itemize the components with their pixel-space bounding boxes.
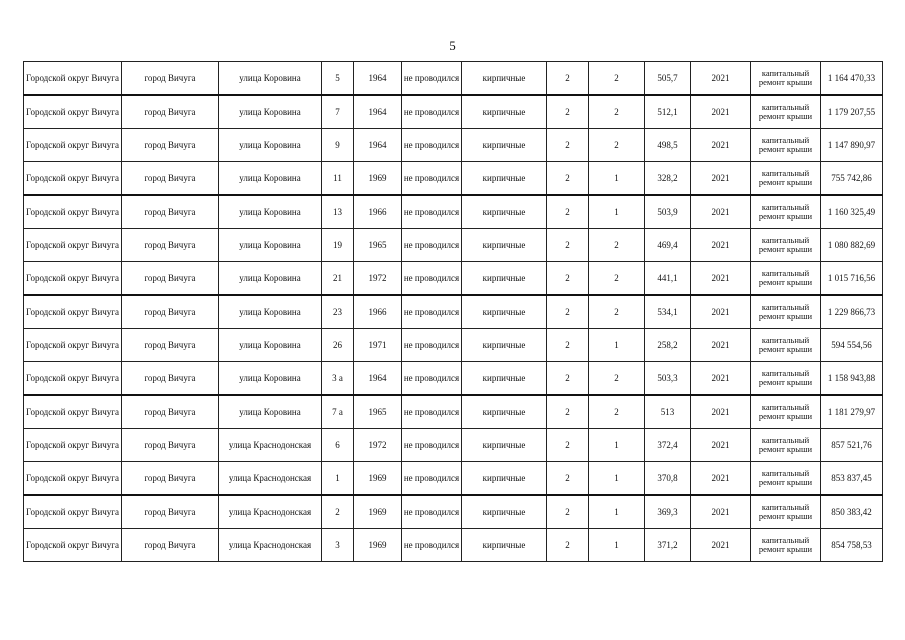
cell-district: Городской округ Вичуга — [24, 329, 122, 362]
cell-city: город Вичуга — [122, 295, 219, 329]
cell-district: Городской округ Вичуга — [24, 295, 122, 329]
table-row — [24, 195, 883, 229]
cell-entrances: 1 — [589, 495, 645, 529]
cell-area: 498,5 — [645, 129, 691, 162]
cell-floors: 2 — [547, 495, 589, 529]
cell-plan-year: 2021 — [691, 129, 751, 162]
cell-street: улица Коровина — [219, 262, 322, 296]
cell-city: город Вичуга — [122, 362, 219, 396]
cell-floors: 2 — [547, 229, 589, 262]
cell-walls: кирпичные — [462, 95, 547, 129]
cell-street: улица Коровина — [219, 129, 322, 162]
cell-street: улица Коровина — [219, 95, 322, 129]
cell-plan-year: 2021 — [691, 462, 751, 496]
cell-city: город Вичуга — [122, 395, 219, 429]
cell-work: капитальный ремонт крыши — [751, 462, 821, 496]
cell-year: 1969 — [354, 162, 402, 196]
table-row — [24, 329, 883, 362]
cell-walls: кирпичные — [462, 329, 547, 362]
cell-area: 369,3 — [645, 495, 691, 529]
cell-work: капитальный ремонт крыши — [751, 129, 821, 162]
cell-street: улица Краснодонская — [219, 429, 322, 462]
cell-plan-year: 2021 — [691, 62, 751, 96]
cell-district: Городской округ Вичуга — [24, 362, 122, 396]
cell-cost: 850 383,42 — [821, 495, 883, 529]
cell-area: 372,4 — [645, 429, 691, 462]
cell-house: 19 — [322, 229, 354, 262]
table-row — [24, 162, 883, 196]
cell-plan-year: 2021 — [691, 395, 751, 429]
cell-district: Городской округ Вичуга — [24, 429, 122, 462]
cell-plan-year: 2021 — [691, 95, 751, 129]
cell-city: город Вичуга — [122, 229, 219, 262]
cell-year: 1964 — [354, 62, 402, 96]
table-body — [24, 62, 883, 562]
cell-plan-year: 2021 — [691, 229, 751, 262]
cell-entrances: 1 — [589, 429, 645, 462]
cell-city: город Вичуга — [122, 495, 219, 529]
cell-entrances: 1 — [589, 529, 645, 562]
cell-cost: 1 229 866,73 — [821, 295, 883, 329]
cell-walls: кирпичные — [462, 129, 547, 162]
cell-cost: 1 164 470,33 — [821, 62, 883, 96]
cell-walls: кирпичные — [462, 395, 547, 429]
table-row — [24, 362, 883, 396]
cell-year: 1972 — [354, 262, 402, 296]
cell-district: Городской округ Вичуга — [24, 262, 122, 296]
cell-house: 11 — [322, 162, 354, 196]
cell-street: улица Коровина — [219, 295, 322, 329]
cell-district: Городской округ Вичуга — [24, 195, 122, 229]
cell-area: 328,2 — [645, 162, 691, 196]
cell-walls: кирпичные — [462, 362, 547, 396]
cell-last-repair: не проводился — [402, 229, 462, 262]
cell-cost: 594 554,56 — [821, 329, 883, 362]
cell-work: капитальный ремонт крыши — [751, 529, 821, 562]
cell-district: Городской округ Вичуга — [24, 62, 122, 96]
cell-year: 1965 — [354, 395, 402, 429]
cell-floors: 2 — [547, 195, 589, 229]
cell-year: 1971 — [354, 329, 402, 362]
table-row — [24, 429, 883, 462]
cell-house: 2 — [322, 495, 354, 529]
cell-last-repair: не проводился — [402, 362, 462, 396]
cell-walls: кирпичные — [462, 462, 547, 496]
cell-house: 6 — [322, 429, 354, 462]
cell-year: 1972 — [354, 429, 402, 462]
cell-area: 258,2 — [645, 329, 691, 362]
cell-floors: 2 — [547, 162, 589, 196]
cell-last-repair: не проводился — [402, 462, 462, 496]
cell-cost: 1 080 882,69 — [821, 229, 883, 262]
cell-floors: 2 — [547, 295, 589, 329]
cell-house: 1 — [322, 462, 354, 496]
cell-entrances: 1 — [589, 195, 645, 229]
cell-year: 1964 — [354, 362, 402, 396]
cell-entrances: 2 — [589, 62, 645, 96]
cell-district: Городской округ Вичуга — [24, 462, 122, 496]
cell-walls: кирпичные — [462, 162, 547, 196]
cell-district: Городской округ Вичуга — [24, 395, 122, 429]
cell-floors: 2 — [547, 129, 589, 162]
table-row — [24, 295, 883, 329]
cell-work: капитальный ремонт крыши — [751, 195, 821, 229]
cell-street: улица Краснодонская — [219, 462, 322, 496]
cell-area: 371,2 — [645, 529, 691, 562]
cell-street: улица Коровина — [219, 329, 322, 362]
cell-cost: 1 147 890,97 — [821, 129, 883, 162]
cell-street: улица Коровина — [219, 229, 322, 262]
cell-walls: кирпичные — [462, 429, 547, 462]
cell-last-repair: не проводился — [402, 162, 462, 196]
cell-floors: 2 — [547, 95, 589, 129]
cell-city: город Вичуга — [122, 429, 219, 462]
cell-plan-year: 2021 — [691, 262, 751, 296]
cell-house: 7 — [322, 95, 354, 129]
cell-cost: 755 742,86 — [821, 162, 883, 196]
cell-plan-year: 2021 — [691, 162, 751, 196]
table-row — [24, 229, 883, 262]
cell-year: 1964 — [354, 129, 402, 162]
cell-area: 513 — [645, 395, 691, 429]
cell-house: 3 а — [322, 362, 354, 396]
cell-district: Городской округ Вичуга — [24, 162, 122, 196]
cell-house: 13 — [322, 195, 354, 229]
cell-work: капитальный ремонт крыши — [751, 62, 821, 96]
table-row — [24, 95, 883, 129]
cell-area: 441,1 — [645, 262, 691, 296]
cell-floors: 2 — [547, 395, 589, 429]
cell-entrances: 2 — [589, 229, 645, 262]
cell-city: город Вичуга — [122, 195, 219, 229]
cell-cost: 1 160 325,49 — [821, 195, 883, 229]
cell-work: капитальный ремонт крыши — [751, 329, 821, 362]
cell-floors: 2 — [547, 262, 589, 296]
cell-city: город Вичуга — [122, 129, 219, 162]
cell-year: 1966 — [354, 295, 402, 329]
cell-city: город Вичуга — [122, 329, 219, 362]
table-row — [24, 62, 883, 96]
cell-last-repair: не проводился — [402, 295, 462, 329]
table-row — [24, 495, 883, 529]
cell-last-repair: не проводился — [402, 262, 462, 296]
cell-area: 503,3 — [645, 362, 691, 396]
cell-street: улица Коровина — [219, 395, 322, 429]
cell-plan-year: 2021 — [691, 295, 751, 329]
cell-work: капитальный ремонт крыши — [751, 95, 821, 129]
cell-work: капитальный ремонт крыши — [751, 162, 821, 196]
cell-floors: 2 — [547, 362, 589, 396]
cell-area: 512,1 — [645, 95, 691, 129]
cell-entrances: 1 — [589, 329, 645, 362]
cell-last-repair: не проводился — [402, 62, 462, 96]
cell-work: капитальный ремонт крыши — [751, 262, 821, 296]
cell-walls: кирпичные — [462, 295, 547, 329]
cell-house: 7 а — [322, 395, 354, 429]
cell-walls: кирпичные — [462, 62, 547, 96]
cell-entrances: 2 — [589, 129, 645, 162]
cell-plan-year: 2021 — [691, 495, 751, 529]
cell-last-repair: не проводился — [402, 195, 462, 229]
cell-entrances: 1 — [589, 162, 645, 196]
cell-year: 1965 — [354, 229, 402, 262]
cell-cost: 1 015 716,56 — [821, 262, 883, 296]
cell-cost: 854 758,53 — [821, 529, 883, 562]
cell-floors: 2 — [547, 529, 589, 562]
cell-last-repair: не проводился — [402, 329, 462, 362]
cell-walls: кирпичные — [462, 195, 547, 229]
cell-walls: кирпичные — [462, 495, 547, 529]
cell-city: город Вичуга — [122, 162, 219, 196]
cell-district: Городской округ Вичуга — [24, 495, 122, 529]
cell-city: город Вичуга — [122, 462, 219, 496]
cell-cost: 1 179 207,55 — [821, 95, 883, 129]
cell-district: Городской округ Вичуга — [24, 129, 122, 162]
cell-walls: кирпичные — [462, 262, 547, 296]
cell-work: капитальный ремонт крыши — [751, 362, 821, 396]
cell-street: улица Коровина — [219, 195, 322, 229]
cell-floors: 2 — [547, 462, 589, 496]
cell-entrances: 2 — [589, 262, 645, 296]
cell-year: 1969 — [354, 462, 402, 496]
cell-district: Городской округ Вичуга — [24, 95, 122, 129]
cell-cost: 853 837,45 — [821, 462, 883, 496]
cell-entrances: 1 — [589, 462, 645, 496]
cell-street: улица Краснодонская — [219, 529, 322, 562]
cell-last-repair: не проводился — [402, 529, 462, 562]
cell-house: 3 — [322, 529, 354, 562]
cell-entrances: 2 — [589, 395, 645, 429]
cell-last-repair: не проводился — [402, 129, 462, 162]
table-row — [24, 462, 883, 496]
cell-floors: 2 — [547, 429, 589, 462]
cell-house: 5 — [322, 62, 354, 96]
cell-house: 21 — [322, 262, 354, 296]
cell-entrances: 2 — [589, 295, 645, 329]
cell-last-repair: не проводился — [402, 395, 462, 429]
cell-entrances: 2 — [589, 95, 645, 129]
cell-city: город Вичуга — [122, 95, 219, 129]
cell-year: 1969 — [354, 495, 402, 529]
cell-plan-year: 2021 — [691, 195, 751, 229]
cell-area: 370,8 — [645, 462, 691, 496]
cell-city: город Вичуга — [122, 529, 219, 562]
cell-year: 1966 — [354, 195, 402, 229]
cell-year: 1964 — [354, 95, 402, 129]
cell-cost: 857 521,76 — [821, 429, 883, 462]
cell-floors: 2 — [547, 329, 589, 362]
table-row — [24, 529, 883, 562]
cell-work: капитальный ремонт крыши — [751, 229, 821, 262]
cell-city: город Вичуга — [122, 62, 219, 96]
cell-area: 505,7 — [645, 62, 691, 96]
cell-house: 26 — [322, 329, 354, 362]
cell-area: 534,1 — [645, 295, 691, 329]
cell-cost: 1 181 279,97 — [821, 395, 883, 429]
cell-floors: 2 — [547, 62, 589, 96]
cell-street: улица Коровина — [219, 362, 322, 396]
cell-street: улица Краснодонская — [219, 495, 322, 529]
cell-walls: кирпичные — [462, 229, 547, 262]
cell-work: капитальный ремонт крыши — [751, 395, 821, 429]
table-row — [24, 129, 883, 162]
cell-district: Городской округ Вичуга — [24, 229, 122, 262]
table-row — [24, 262, 883, 296]
cell-work: капитальный ремонт крыши — [751, 495, 821, 529]
cell-year: 1969 — [354, 529, 402, 562]
cell-district: Городской округ Вичуга — [24, 529, 122, 562]
cell-entrances: 2 — [589, 362, 645, 396]
cell-walls: кирпичные — [462, 529, 547, 562]
cell-plan-year: 2021 — [691, 329, 751, 362]
cell-house: 9 — [322, 129, 354, 162]
cell-cost: 1 158 943,88 — [821, 362, 883, 396]
cell-street: улица Коровина — [219, 162, 322, 196]
cell-plan-year: 2021 — [691, 529, 751, 562]
cell-street: улица Коровина — [219, 62, 322, 96]
cell-area: 469,4 — [645, 229, 691, 262]
cell-plan-year: 2021 — [691, 429, 751, 462]
cell-plan-year: 2021 — [691, 362, 751, 396]
cell-city: город Вичуга — [122, 262, 219, 296]
cell-area: 503,9 — [645, 195, 691, 229]
cell-work: капитальный ремонт крыши — [751, 295, 821, 329]
cell-house: 23 — [322, 295, 354, 329]
table-row — [24, 395, 883, 429]
cell-last-repair: не проводился — [402, 429, 462, 462]
cell-work: капитальный ремонт крыши — [751, 429, 821, 462]
cell-last-repair: не проводился — [402, 495, 462, 529]
page-number: 5 — [449, 38, 456, 53]
cell-last-repair: не проводился — [402, 95, 462, 129]
housing-repair-table — [23, 61, 883, 562]
